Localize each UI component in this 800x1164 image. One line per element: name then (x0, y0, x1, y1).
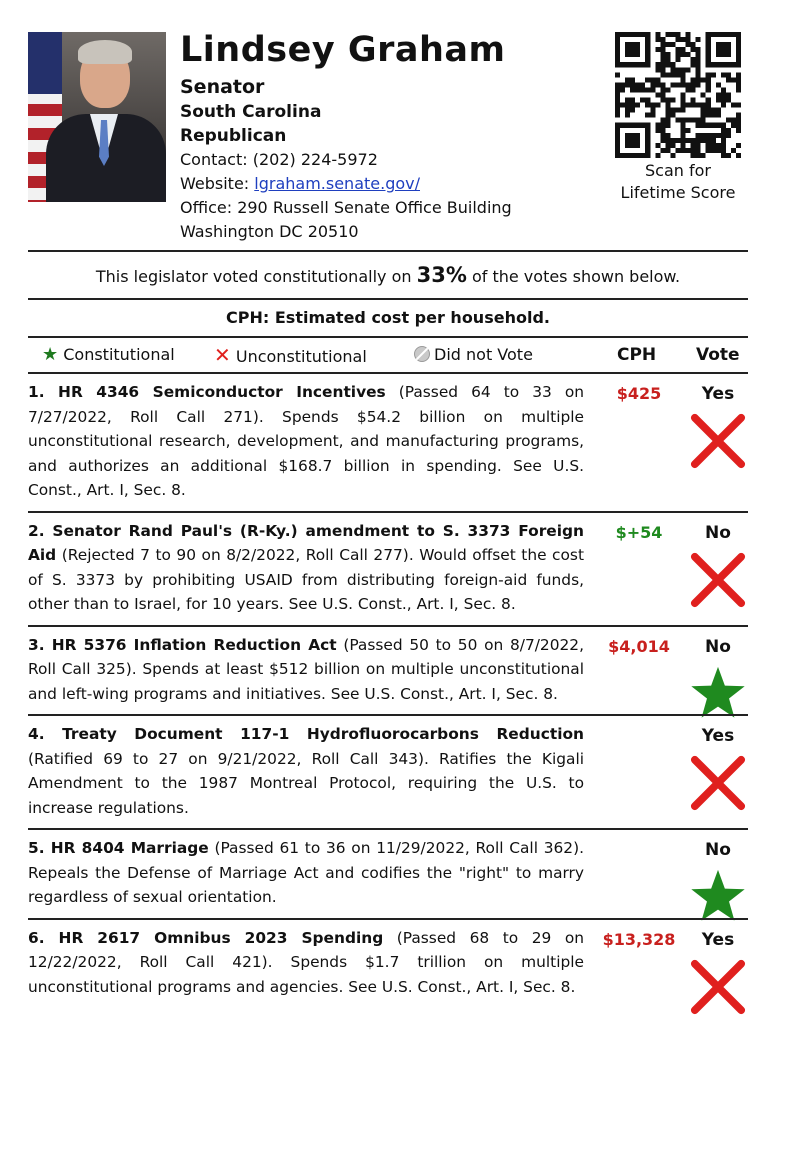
vote-result (686, 637, 750, 723)
summary-line: This legislator voted constitutionally on 33% of the votes shown below. (95, 263, 681, 287)
vote-description (28, 627, 584, 715)
vote-description (28, 830, 584, 918)
legislator-state: South Carolina (180, 102, 322, 122)
vote-title: 3. HR 5376 Inflation Reduction Act (28, 635, 337, 654)
legislator-party: Republican (180, 126, 287, 146)
vote-description (28, 374, 584, 511)
website-link[interactable]: lgraham.senate.gov/ (254, 174, 420, 193)
vote-result (686, 384, 750, 470)
legislator-title: Senator (180, 76, 265, 98)
vote-details: (Passed 68 to 29 on 12/22/2022, Roll Call 421). Spends $1.7 trillion on multiple unconstitutional programs and agencies. See U.S. Const., Art. I, Sec. 8. (28, 928, 584, 996)
vote-label: No (705, 840, 731, 860)
vote-label: No (705, 636, 731, 657)
cph-header: CPH (617, 345, 657, 365)
vote-result (686, 726, 750, 812)
office-address: 290 Russell Senate Office Building (237, 198, 512, 217)
website-line (180, 172, 600, 196)
legend-unconstitutional: ✕ Unconstitutional (214, 343, 367, 367)
vote-description (28, 716, 584, 828)
constitutional-percent: 33% (416, 263, 467, 287)
vote-details: (Ratified 69 to 27 on 9/21/2022, Roll Call 343). Ratifies the Kigali Amendment to the 1987 Montreal Protocol, requiring the U.S. to increase regulations. (28, 749, 584, 817)
vote-row (28, 918, 748, 1008)
qr-code-icon[interactable] (615, 32, 741, 158)
vote-label: No (705, 522, 731, 543)
vote-row (28, 714, 748, 828)
vote-title: 6. HR 2617 Omnibus 2023 Spending (28, 928, 384, 947)
contact-line (180, 148, 600, 172)
vote-cph: $4,014 (608, 636, 670, 656)
vote-row (28, 511, 748, 625)
vote-details: (Passed 61 to 36 on 11/29/2022, Roll Call 362). Repeals the Defense of Marriage Act and codifies the "right" to marry regardless of sexual orientation. (28, 839, 584, 906)
vote-result (686, 523, 750, 609)
vote-row (28, 625, 748, 715)
vote-title: 4. Treaty Document 117-1 Hydrofluorocarbons Reduction (28, 725, 584, 743)
vote-cph: $425 (616, 384, 662, 403)
vote-list (28, 372, 748, 1007)
legislator-identity (180, 28, 600, 244)
vote-cph: $13,328 (602, 929, 676, 949)
vote-cph: $+54 (615, 522, 663, 542)
header (28, 28, 748, 250)
contact-phone: (202) 224-5972 (252, 150, 378, 169)
vote-label: Yes (701, 929, 735, 950)
legend-constitutional: ★ Constitutional (42, 344, 175, 365)
legislator-name: Lindsey Graham (180, 30, 506, 70)
website-label: Website: (180, 174, 250, 193)
vote-title: 2. Senator Rand Paul's (R-Ky.) amendment to S. 3373 Foreign Aid (28, 521, 584, 564)
vote-description (28, 920, 584, 1008)
vote-details: (Passed 50 to 50 on 8/7/2022, Roll Call 325). Spends at least $512 billion on multiple unconstitutional and left-wing programs and initiatives. See U.S. Const., Art. I, Sec. 8. (28, 635, 584, 703)
vote-result (686, 840, 750, 926)
vote-label: Yes (701, 384, 735, 404)
vote-result (686, 930, 750, 1016)
office-city: Washington DC 20510 (180, 222, 359, 241)
x-icon (689, 412, 747, 470)
legislator-photo (28, 32, 166, 202)
vote-header: Vote (696, 345, 740, 365)
vote-title: 1. HR 4346 Semiconductor Incentives (28, 383, 386, 401)
scorecard-page (28, 28, 748, 1007)
vote-description (28, 513, 584, 625)
vote-label: Yes (701, 726, 735, 746)
office-line (180, 196, 600, 220)
x-icon (689, 754, 747, 812)
vote-details: (Rejected 7 to 90 on 8/2/2022, Roll Call 277). Would offset the cost of S. 3373 by prohibiting USAID from distributing foreign-aid funds, other than to Israel, for 10 years. See U.S. Const., Art. I, Sec. 8. (28, 546, 584, 613)
vote-row (28, 372, 748, 511)
vote-row (28, 828, 748, 918)
legend (28, 338, 748, 372)
qr-section (608, 32, 748, 204)
x-icon (689, 958, 747, 1016)
x-icon: ✕ (214, 343, 231, 367)
cph-explanation: CPH: Estimated cost per household. (226, 308, 550, 327)
star-icon: ★ (42, 344, 59, 365)
contact-label: Contact: (180, 150, 248, 169)
legend-did-not-vote: Did not Vote (414, 338, 533, 372)
vote-title: 5. HR 8404 Marriage (28, 839, 209, 857)
office-label: Office: (180, 198, 233, 217)
x-icon (689, 551, 747, 609)
vote-details: (Passed 64 to 33 on 7/27/2022, Roll Call 271). Spends $54.2 billion on multiple unconstitutional research, development, and manufacturing programs, and authorizes an additional $168.7 billion in spending. See U.S. Const., Art. I, Sec. 8. (28, 383, 584, 499)
qr-caption: Scan for Lifetime Score (620, 161, 736, 202)
no-vote-icon (414, 346, 430, 362)
